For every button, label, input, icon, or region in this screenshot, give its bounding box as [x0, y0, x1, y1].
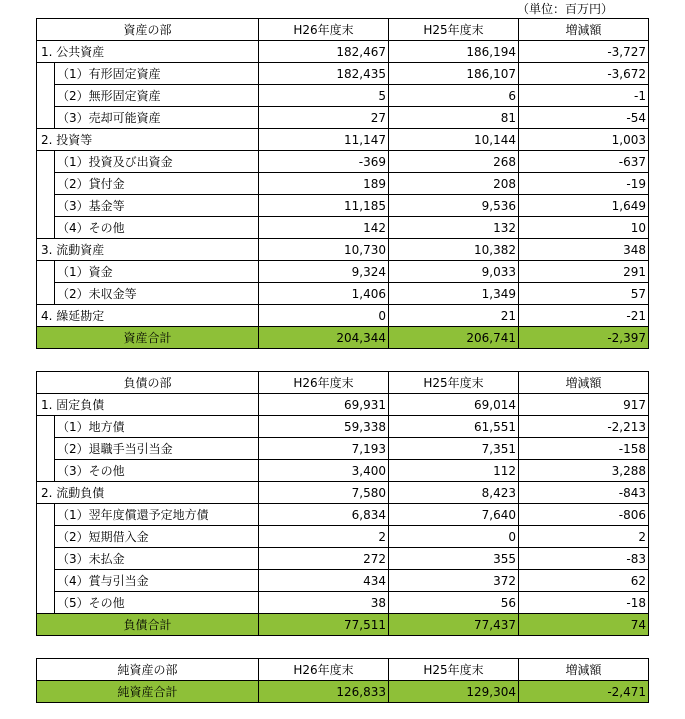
table-row — [37, 217, 649, 239]
value-change: -21 — [519, 305, 649, 327]
total-change: -2,397 — [519, 327, 649, 349]
value-h26: 11,147 — [259, 129, 389, 151]
value-h25: 56 — [389, 592, 519, 614]
table-row — [37, 151, 649, 173]
section-header-label: 純資産の部 — [37, 659, 259, 681]
row-label: 1. 固定負債 — [37, 394, 259, 416]
table-row — [37, 173, 649, 195]
value-h26: 9,324 — [259, 261, 389, 283]
value-change: 10 — [519, 217, 649, 239]
total-label: 純資産合計 — [37, 681, 259, 703]
indent-cell — [37, 151, 55, 173]
value-h25: 0 — [389, 526, 519, 548]
liabilities-table — [36, 371, 649, 636]
indent-cell — [37, 85, 55, 107]
value-h26: 27 — [259, 107, 389, 129]
row-label: 4. 繰延勘定 — [37, 305, 259, 327]
value-h26: 434 — [259, 570, 389, 592]
value-change: -637 — [519, 151, 649, 173]
table-row — [37, 195, 649, 217]
table-row — [37, 394, 649, 416]
value-h25: 7,640 — [389, 504, 519, 526]
value-h25: 1,349 — [389, 283, 519, 305]
table-row — [37, 482, 649, 504]
row-label: （2）未収金等 — [55, 283, 259, 305]
table-row — [37, 107, 649, 129]
section-header-label: 資産の部 — [37, 19, 259, 41]
table-row — [37, 504, 649, 526]
table-row — [37, 438, 649, 460]
value-h25: 21 — [389, 305, 519, 327]
value-h25: 69,014 — [389, 394, 519, 416]
row-label: （1）資金 — [55, 261, 259, 283]
value-h26: 6,834 — [259, 504, 389, 526]
value-h26: 11,185 — [259, 195, 389, 217]
total-label: 資産合計 — [37, 327, 259, 349]
value-change: -158 — [519, 438, 649, 460]
value-h26: 69,931 — [259, 394, 389, 416]
row-label: （1）翌年度償還予定地方債 — [55, 504, 259, 526]
value-change: 62 — [519, 570, 649, 592]
table-row — [37, 261, 649, 283]
total-h26: 126,833 — [259, 681, 389, 703]
value-change: -3,727 — [519, 41, 649, 63]
row-label: （1）投資及び出資金 — [55, 151, 259, 173]
value-h25: 9,033 — [389, 261, 519, 283]
indent-cell — [37, 460, 55, 482]
value-change: -18 — [519, 592, 649, 614]
value-h26: -369 — [259, 151, 389, 173]
value-h26: 38 — [259, 592, 389, 614]
column-header-h25: H25年度末 — [389, 372, 519, 394]
value-change: -2,213 — [519, 416, 649, 438]
net-assets-body — [37, 659, 649, 703]
value-change: 291 — [519, 261, 649, 283]
header-row — [37, 659, 649, 681]
table-row — [37, 239, 649, 261]
value-h26: 0 — [259, 305, 389, 327]
total-row — [37, 614, 649, 636]
row-label: （3）売却可能資産 — [55, 107, 259, 129]
column-header-h26: H26年度末 — [259, 19, 389, 41]
indent-cell — [37, 261, 55, 283]
row-label: （2）貸付金 — [55, 173, 259, 195]
value-h25: 7,351 — [389, 438, 519, 460]
value-h26: 182,435 — [259, 63, 389, 85]
row-label: 2. 投資等 — [37, 129, 259, 151]
value-change: -19 — [519, 173, 649, 195]
row-label: （2）退職手当引当金 — [55, 438, 259, 460]
table-row — [37, 460, 649, 482]
value-h25: 9,536 — [389, 195, 519, 217]
total-h26: 204,344 — [259, 327, 389, 349]
row-label: （3）基金等 — [55, 195, 259, 217]
value-change: -806 — [519, 504, 649, 526]
assets-table — [36, 18, 649, 349]
value-h25: 372 — [389, 570, 519, 592]
row-label: （1）有形固定資産 — [55, 63, 259, 85]
value-h25: 186,107 — [389, 63, 519, 85]
indent-cell — [37, 107, 55, 129]
value-h25: 355 — [389, 548, 519, 570]
row-label: （3）未払金 — [55, 548, 259, 570]
total-row — [37, 327, 649, 349]
value-h26: 59,338 — [259, 416, 389, 438]
row-label: （3）その他 — [55, 460, 259, 482]
indent-cell — [37, 570, 55, 592]
indent-cell — [37, 548, 55, 570]
row-label: （4）その他 — [55, 217, 259, 239]
total-h25: 206,741 — [389, 327, 519, 349]
value-h25: 61,551 — [389, 416, 519, 438]
table-row — [37, 85, 649, 107]
table-row — [37, 548, 649, 570]
value-h26: 10,730 — [259, 239, 389, 261]
column-header-change: 増減額 — [519, 19, 649, 41]
value-change: 2 — [519, 526, 649, 548]
indent-cell — [37, 438, 55, 460]
total-h26: 77,511 — [259, 614, 389, 636]
table-row — [37, 283, 649, 305]
column-header-h25: H25年度末 — [389, 659, 519, 681]
value-change: 348 — [519, 239, 649, 261]
column-header-h26: H26年度末 — [259, 659, 389, 681]
indent-cell — [37, 217, 55, 239]
value-h25: 132 — [389, 217, 519, 239]
unit-label: （単位：百万円） — [517, 2, 614, 16]
row-label: 3. 流動資産 — [37, 239, 259, 261]
value-change: -1 — [519, 85, 649, 107]
net-assets-table — [36, 658, 649, 703]
total-h25: 129,304 — [389, 681, 519, 703]
row-label: 2. 流動負債 — [37, 482, 259, 504]
indent-cell — [37, 504, 55, 526]
value-h26: 3,400 — [259, 460, 389, 482]
indent-cell — [37, 592, 55, 614]
value-h25: 112 — [389, 460, 519, 482]
value-h25: 186,194 — [389, 41, 519, 63]
indent-cell — [37, 526, 55, 548]
value-h25: 10,144 — [389, 129, 519, 151]
row-label: （2）無形固定資産 — [55, 85, 259, 107]
indent-cell — [37, 63, 55, 85]
total-change: 74 — [519, 614, 649, 636]
value-h26: 7,580 — [259, 482, 389, 504]
value-h26: 182,467 — [259, 41, 389, 63]
value-change: 917 — [519, 394, 649, 416]
liabilities-body — [37, 372, 649, 636]
header-row — [37, 19, 649, 41]
column-header-h25: H25年度末 — [389, 19, 519, 41]
value-h25: 268 — [389, 151, 519, 173]
table-row — [37, 305, 649, 327]
indent-cell — [37, 173, 55, 195]
column-header-h26: H26年度末 — [259, 372, 389, 394]
value-h26: 142 — [259, 217, 389, 239]
value-change: 57 — [519, 283, 649, 305]
table-row — [37, 63, 649, 85]
total-h25: 77,437 — [389, 614, 519, 636]
value-change: -3,672 — [519, 63, 649, 85]
column-header-change: 増減額 — [519, 659, 649, 681]
value-change: 1,003 — [519, 129, 649, 151]
table-row — [37, 526, 649, 548]
value-h25: 8,423 — [389, 482, 519, 504]
value-h26: 1,406 — [259, 283, 389, 305]
row-label: （5）その他 — [55, 592, 259, 614]
value-h26: 5 — [259, 85, 389, 107]
value-change: -83 — [519, 548, 649, 570]
table-row — [37, 570, 649, 592]
indent-cell — [37, 195, 55, 217]
column-header-change: 増減額 — [519, 372, 649, 394]
total-label: 負債合計 — [37, 614, 259, 636]
row-label: 1. 公共資産 — [37, 41, 259, 63]
value-change: 1,649 — [519, 195, 649, 217]
table-row — [37, 592, 649, 614]
table-row — [37, 129, 649, 151]
value-h25: 10,382 — [389, 239, 519, 261]
value-change: -843 — [519, 482, 649, 504]
section-header-label: 負債の部 — [37, 372, 259, 394]
total-row — [37, 681, 649, 703]
indent-cell — [37, 283, 55, 305]
header-row — [37, 372, 649, 394]
value-h25: 6 — [389, 85, 519, 107]
total-change: -2,471 — [519, 681, 649, 703]
assets-body — [37, 19, 649, 349]
value-change: -54 — [519, 107, 649, 129]
value-h25: 208 — [389, 173, 519, 195]
table-row — [37, 41, 649, 63]
table-row — [37, 416, 649, 438]
value-h26: 189 — [259, 173, 389, 195]
value-h26: 2 — [259, 526, 389, 548]
row-label: （1）地方債 — [55, 416, 259, 438]
value-h26: 7,193 — [259, 438, 389, 460]
value-change: 3,288 — [519, 460, 649, 482]
value-h25: 81 — [389, 107, 519, 129]
row-label: （2）短期借入金 — [55, 526, 259, 548]
indent-cell — [37, 416, 55, 438]
row-label: （4）賞与引当金 — [55, 570, 259, 592]
value-h26: 272 — [259, 548, 389, 570]
